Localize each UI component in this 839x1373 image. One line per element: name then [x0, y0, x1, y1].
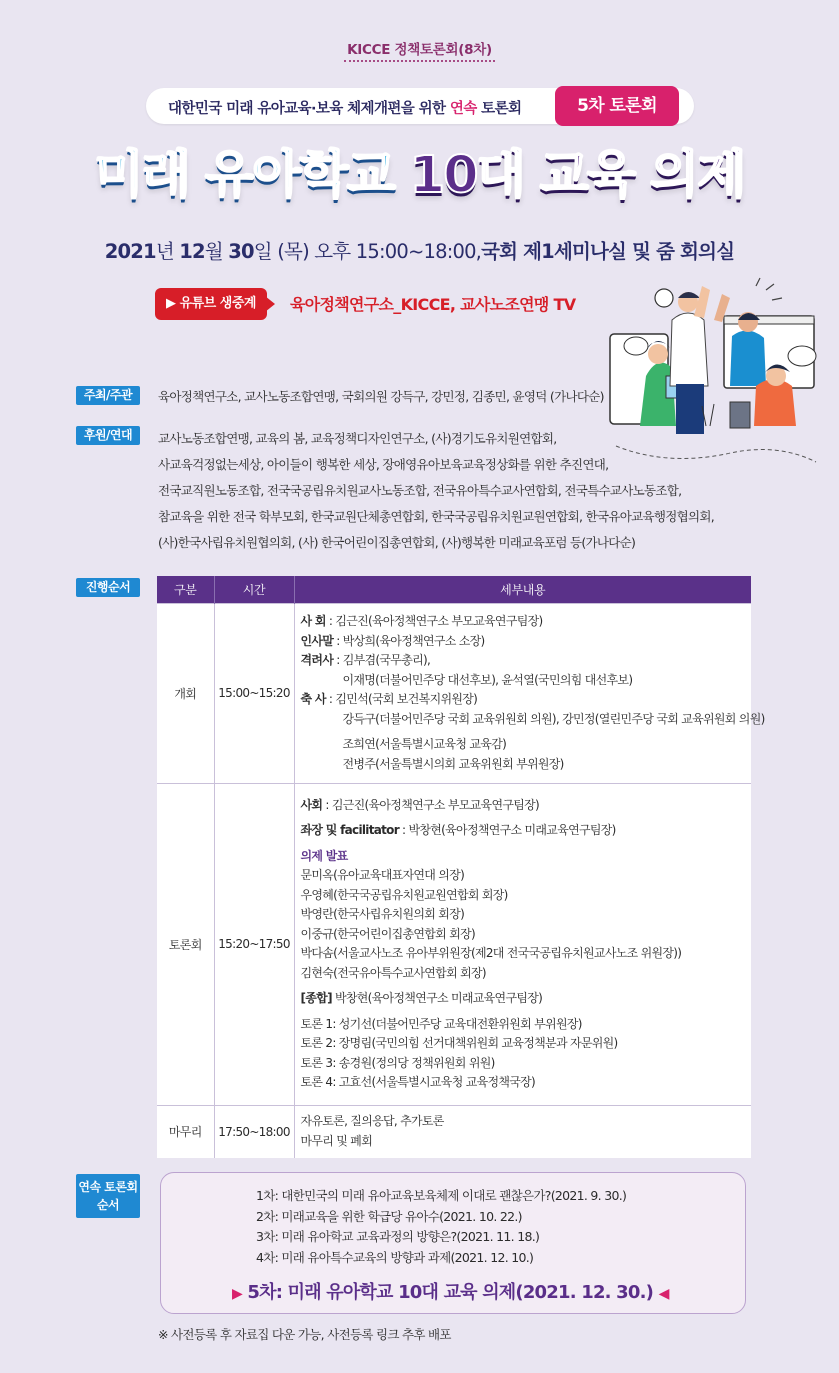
presenter-line: 문미옥(유아교육대표자연대 의장) [300, 868, 465, 882]
arrow-left-icon: ◀ [658, 1286, 669, 1302]
youtube-live-button[interactable]: ▶ 유튜브 생중계 [155, 288, 267, 320]
discussant-line: 토론 4: 고효선(서울특별시교육청 교육정책국장) [300, 1075, 536, 1089]
arrow-right-icon: ▶ [232, 1286, 242, 1302]
role-label: 축 사 [300, 692, 326, 706]
date-day: 30 [228, 240, 254, 263]
role-person: 박창현(육아정책연구소 미래교육연구팀장) [331, 991, 543, 1005]
date-month-unit: 월 [204, 240, 229, 263]
discussant-line: 토론 1: 성기선(더불어민주당 교육대전환위원회 부위원장) [300, 1016, 582, 1031]
detail-line [301, 690, 746, 710]
detail-line: 이재명(더불어민주당 대선후보), 윤석열(국민의힘 대선후보) [342, 672, 633, 687]
role-label: 좌장 및 facilitator [300, 823, 399, 837]
detail-line: 조희연(서울특별시교육청 교육감) [342, 737, 507, 751]
table-header: 구분 [157, 576, 214, 603]
support-line: 참교육을 위한 전국 학부모회, 한국교원단체총연합회, 한국국공립유치원교원연합회, 한국유아교육행정협의회, [158, 509, 714, 524]
series-subtitle-pre: 대한민국 미래 유아교육·보육 체제개편을 위한 [168, 101, 450, 117]
session-label: 토론회 [157, 783, 214, 1105]
role-label: 사회 [300, 797, 323, 812]
series-order-label-line: 연속 토론회 [78, 1180, 138, 1194]
current-session-text: 5차: 미래 유아학교 10대 교육 의제(2021. 12. 30.) [241, 1282, 659, 1303]
session-details [294, 783, 751, 1105]
arrow-right-icon [265, 296, 275, 312]
support-organizations [158, 426, 714, 556]
event-date-line [0, 236, 839, 264]
detail-line: 강득구(더불어민주당 국회 교육위원회 의원), 강민정(열린민주당 국회 교육위원회 의원) [342, 711, 765, 726]
session-time: 15:00~15:20 [214, 603, 294, 783]
role-person: : 김민석(국회 보건복지위원장) [325, 692, 478, 706]
detail-line: 자유토론, 질의응답, 추가토론 [300, 1114, 444, 1129]
role-person: : 박상희(육아정책연구소 소장) [333, 633, 485, 648]
series-order-label [76, 1174, 140, 1218]
main-title-part1: 미래 유아학교 [94, 146, 410, 205]
session-details [294, 1105, 751, 1158]
role-person: : 김근진(육아정책연구소 부모교육연구팀장) [322, 797, 540, 812]
role-person: : 김부겸(국무총리), [333, 653, 431, 667]
session-time: 17:50~18:00 [214, 1105, 294, 1158]
session-details [294, 603, 765, 783]
table-header-row [157, 576, 751, 603]
date-weekday: (목) [277, 240, 309, 263]
list-item: 3차: 미래 유아학교 교육과정의 방향은?(2021. 11. 18.) [256, 1229, 540, 1244]
event-series-label: KICCE 정책토론회(8차) [347, 42, 492, 58]
presenter-line: 박다솜(서울교사노조 유아부위원장(제2대 전국국공립유치원교사노조 위원장)) [300, 946, 682, 960]
date-year-unit: 년 [155, 240, 180, 263]
table-row-closing [157, 1105, 751, 1158]
role-person: : 김근진(육아정책연구소 부모교육연구팀장) [325, 614, 543, 628]
date-day-unit: 일 [253, 240, 278, 263]
main-title [0, 136, 839, 216]
list-item: 1차: 대한민국의 미래 유아교육보육체제 이대로 괜찮은가?(2021. 9. 30.) [256, 1188, 627, 1203]
list-item: 4차: 미래 유아특수교육의 방향과 과제(2021. 12. 10.) [256, 1249, 534, 1265]
session-label: 개회 [157, 603, 214, 783]
current-session [232, 1278, 669, 1304]
detail-line [301, 796, 746, 816]
list-item: 2차: 미래교육을 위한 학급당 유아수(2021. 10. 22.) [256, 1208, 522, 1224]
order-label: 진행순서 [76, 578, 140, 597]
dotted-divider [344, 60, 495, 62]
date-venue: 국회 제1세미나실 및 줌 회의실 [481, 240, 735, 263]
presenter-line: 우영혜(한국국공립유치원교원연합회 회장) [300, 887, 508, 902]
date-year: 2021 [104, 240, 156, 263]
youtube-channels: 육아정책연구소_KICCE, 교사노조연맹 TV [290, 295, 576, 314]
agenda-heading: 의제 발표 [300, 848, 348, 863]
main-title-part2: 10대 교육 의제 [409, 146, 745, 205]
table-row-debate [157, 783, 751, 1105]
series-subtitle [168, 97, 521, 118]
detail-line: 전병주(서울특별시의회 교육위원회 부위원장) [342, 756, 564, 771]
series-order-label-line: 순서 [96, 1198, 120, 1212]
detail-line [301, 612, 746, 632]
session-time: 15:20~17:50 [214, 783, 294, 1105]
detail-line [301, 651, 746, 671]
host-label: 주최/주관 [76, 386, 140, 405]
role-person: : 박창현(육아정책연구소 미래교육연구팀장) [398, 823, 616, 837]
table-header: 세부내용 [294, 576, 751, 603]
detail-line [301, 632, 746, 652]
detail-line: 마무리 및 폐회 [300, 1133, 373, 1148]
detail-line [301, 989, 746, 1009]
discussant-line: 토론 3: 송경원(정의당 정책위원회 위원) [300, 1055, 495, 1070]
support-line: (사)한국사립유치원협의회, (사) 한국어린이집총연합회, (사)행복한 미래교육포럼 등(가나다순) [158, 535, 636, 550]
presenter-line: 이중규(한국어린이집총연합회 회장) [300, 926, 475, 941]
presenter-line: 박영란(한국사립유치원의회 회장) [300, 907, 465, 921]
role-label: 사 회 [300, 614, 326, 628]
role-label: 격려사 [300, 653, 334, 667]
support-line: 전국교직원노동조합, 전국국공립유치원교사노동조합, 전국유아특수교사연합회, 전국특수교사노동조합, [158, 483, 682, 498]
series-subtitle-highlight: 연속 [449, 101, 477, 117]
schedule-table [157, 576, 765, 1158]
support-label: 후원/연대 [76, 426, 140, 445]
role-label: 인사말 [300, 633, 334, 648]
series-list [256, 1186, 626, 1268]
support-line: 사교육걱정없는세상, 아이들이 행복한 세상, 장애영유아보육교육정상화를 위한 추진연대, [158, 457, 609, 472]
footnote: ※ 사전등록 후 자료집 다운 가능, 사전등록 링크 추후 배포 [158, 1327, 451, 1342]
discussant-line: 토론 2: 장명림(국민의힘 선거대책위원회 교육정책분과 자문위원) [300, 1036, 618, 1050]
support-line: 교사노동조합연맹, 교육의 봄, 교육정책디자인연구소, (사)경기도유치원연합회, [158, 431, 557, 446]
table-row-opening [157, 603, 751, 783]
session-label: 마무리 [157, 1105, 214, 1158]
detail-line [301, 821, 746, 841]
role-label: [종합] [300, 991, 332, 1005]
round-badge: 5차 토론회 [555, 86, 679, 126]
presenter-line: 김현숙(전국유아특수교사연합회 회장) [300, 965, 486, 980]
table-header: 시간 [214, 576, 294, 603]
host-organizations: 육아정책연구소, 교사노동조합연맹, 국회의원 강득구, 강민정, 김종민, 윤영덕 (가나다순) [158, 389, 604, 404]
series-subtitle-post: 토론회 [476, 101, 522, 117]
date-month: 12 [179, 240, 205, 263]
date-time: 오후 15:00~18:00, [308, 240, 482, 263]
